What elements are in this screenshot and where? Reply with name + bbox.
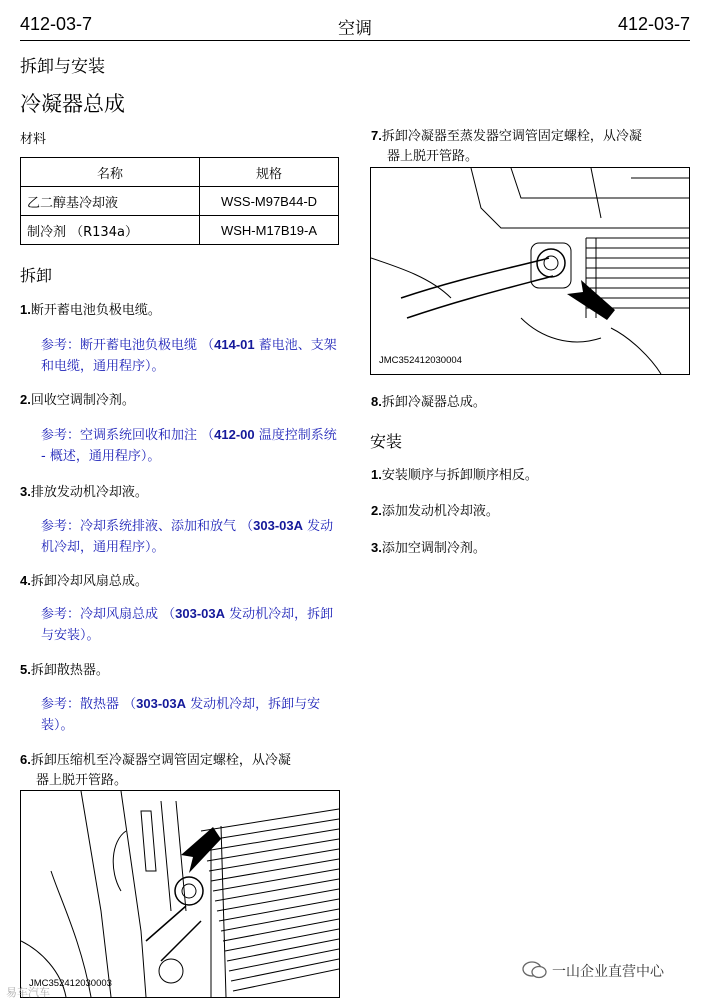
- illustration-condenser-left: [21, 791, 339, 997]
- header-title: 空调: [338, 19, 372, 39]
- removal-heading: 拆卸: [20, 266, 53, 285]
- step-number: 1.: [371, 467, 382, 482]
- reference-code: 303-03A: [136, 696, 187, 711]
- material-name: 乙二醇基冷却液: [21, 187, 200, 216]
- step-text: 拆卸散热器。: [30, 663, 109, 678]
- page-number-right: 412-03-7: [617, 14, 690, 34]
- step-number: 2.: [371, 503, 382, 518]
- reference-prefix: 参考：冷却风扇总成 （: [41, 607, 176, 622]
- step-number: 1.: [20, 302, 31, 317]
- reference-rest: 发动机冷却，拆卸与安装）。: [41, 607, 334, 643]
- removal-step-5: [20, 660, 340, 681]
- step-text: 安装顺序与拆卸顺序相反。: [381, 468, 538, 483]
- step-number: 3.: [20, 484, 31, 499]
- figure-id: JMC352412030004: [379, 355, 462, 366]
- header-rule: [20, 40, 690, 41]
- removal-step-1: [20, 300, 340, 321]
- step-text: 回收空调制冷剂。: [30, 393, 135, 408]
- reference-link-5[interactable]: [41, 693, 341, 736]
- step-number: 3.: [371, 540, 382, 555]
- removal-step-8: [371, 392, 691, 413]
- reference-prefix: 参考：散热器 （: [41, 697, 137, 712]
- reference-rest: 发动机冷却，通用程序）。: [41, 519, 334, 555]
- reference-link-3[interactable]: [41, 515, 341, 558]
- watermark-left: 易车汽车: [6, 986, 50, 999]
- step-text-cont: 器上脱开管路。: [36, 773, 128, 788]
- step-number: 7.: [371, 128, 382, 143]
- step-text: 添加空调制冷剂。: [381, 541, 486, 556]
- reference-code: 303-03A: [253, 518, 304, 533]
- step-text-cont: 器上脱开管路。: [387, 149, 479, 164]
- materials-label: 材料: [20, 132, 47, 147]
- reference-link-2[interactable]: [41, 424, 341, 467]
- reference-code: 412-00: [214, 427, 255, 442]
- install-step-1: [371, 465, 691, 486]
- step-number: 6.: [20, 752, 31, 767]
- material-spec: WSH-M17B19-A: [200, 216, 339, 245]
- reference-code: 414-01: [214, 337, 255, 352]
- wechat-icon: [522, 960, 548, 984]
- table-row: [21, 187, 339, 216]
- reference-code: 303-03A: [175, 606, 226, 621]
- install-step-3: [371, 538, 691, 559]
- removal-step-3: [20, 482, 340, 503]
- section-title: 拆卸与安装: [20, 57, 105, 77]
- arrow-icon: [181, 827, 221, 873]
- step-number: 4.: [20, 573, 31, 588]
- removal-step-7: [371, 126, 691, 167]
- reference-prefix: 参考：空调系统回收和加注 （: [41, 428, 215, 443]
- page-number-left: 412-03-7: [20, 14, 93, 34]
- install-step-2: [371, 501, 691, 522]
- condenser-fins: [201, 809, 339, 997]
- reference-prefix: 参考：冷却系统排液、添加和放气 （: [41, 519, 254, 534]
- removal-step-2: [20, 390, 340, 411]
- col-name-header: 名称: [21, 158, 200, 187]
- figure-evaporator-line-bolt: [370, 167, 690, 375]
- figure-compressor-line-bolt: [20, 790, 340, 998]
- illustration-condenser-right: [371, 168, 689, 374]
- arrow-icon: [567, 280, 615, 320]
- reference-rest: 发动机冷却，拆卸与安装）。: [41, 697, 321, 733]
- frame-line: [81, 791, 111, 997]
- page-title: 冷凝器总成: [20, 92, 125, 116]
- step-text: 拆卸冷却风扇总成。: [30, 574, 148, 589]
- col-spec-header: 规格: [200, 158, 339, 187]
- step-text: 添加发动机冷却液。: [381, 504, 499, 519]
- reference-rest: 温度控制系统 - 概述，通用程序）。: [41, 428, 337, 464]
- ac-line: [401, 258, 553, 318]
- reference-link-4[interactable]: [41, 603, 341, 646]
- step-number: 2.: [20, 392, 31, 407]
- step-text: 拆卸冷凝器至蒸发器空调管固定螺栓，从冷凝: [381, 129, 642, 144]
- table-row: [21, 216, 339, 245]
- reference-rest: 蓄电池、支架和电缆，通用程序）。: [41, 338, 337, 374]
- step-number: 8.: [371, 394, 382, 409]
- reference-prefix: 参考：断开蓄电池负极电缆 （: [41, 338, 215, 353]
- step-text: 排放发动机冷却液。: [30, 485, 148, 500]
- removal-step-4: [20, 571, 340, 592]
- step-number: 5.: [20, 662, 31, 677]
- step-text: 断开蓄电池负极电缆。: [30, 303, 161, 318]
- reference-link-1[interactable]: [41, 334, 341, 377]
- figure-id: JMC352412030003: [29, 978, 112, 989]
- material-spec: WSS-M97B44-D: [200, 187, 339, 216]
- materials-table: [20, 157, 339, 245]
- ac-line: [146, 906, 201, 961]
- material-name: 制冷剂 （R134a）: [21, 216, 200, 245]
- removal-step-6: [20, 750, 340, 791]
- watermark-right: 一山企业直营中心: [552, 964, 664, 980]
- install-heading: 安装: [370, 432, 403, 451]
- step-text: 拆卸冷凝器总成。: [381, 395, 486, 410]
- step-text: 拆卸压缩机至冷凝器空调管固定螺栓，从冷凝: [30, 753, 291, 768]
- table-header-row: [21, 158, 339, 187]
